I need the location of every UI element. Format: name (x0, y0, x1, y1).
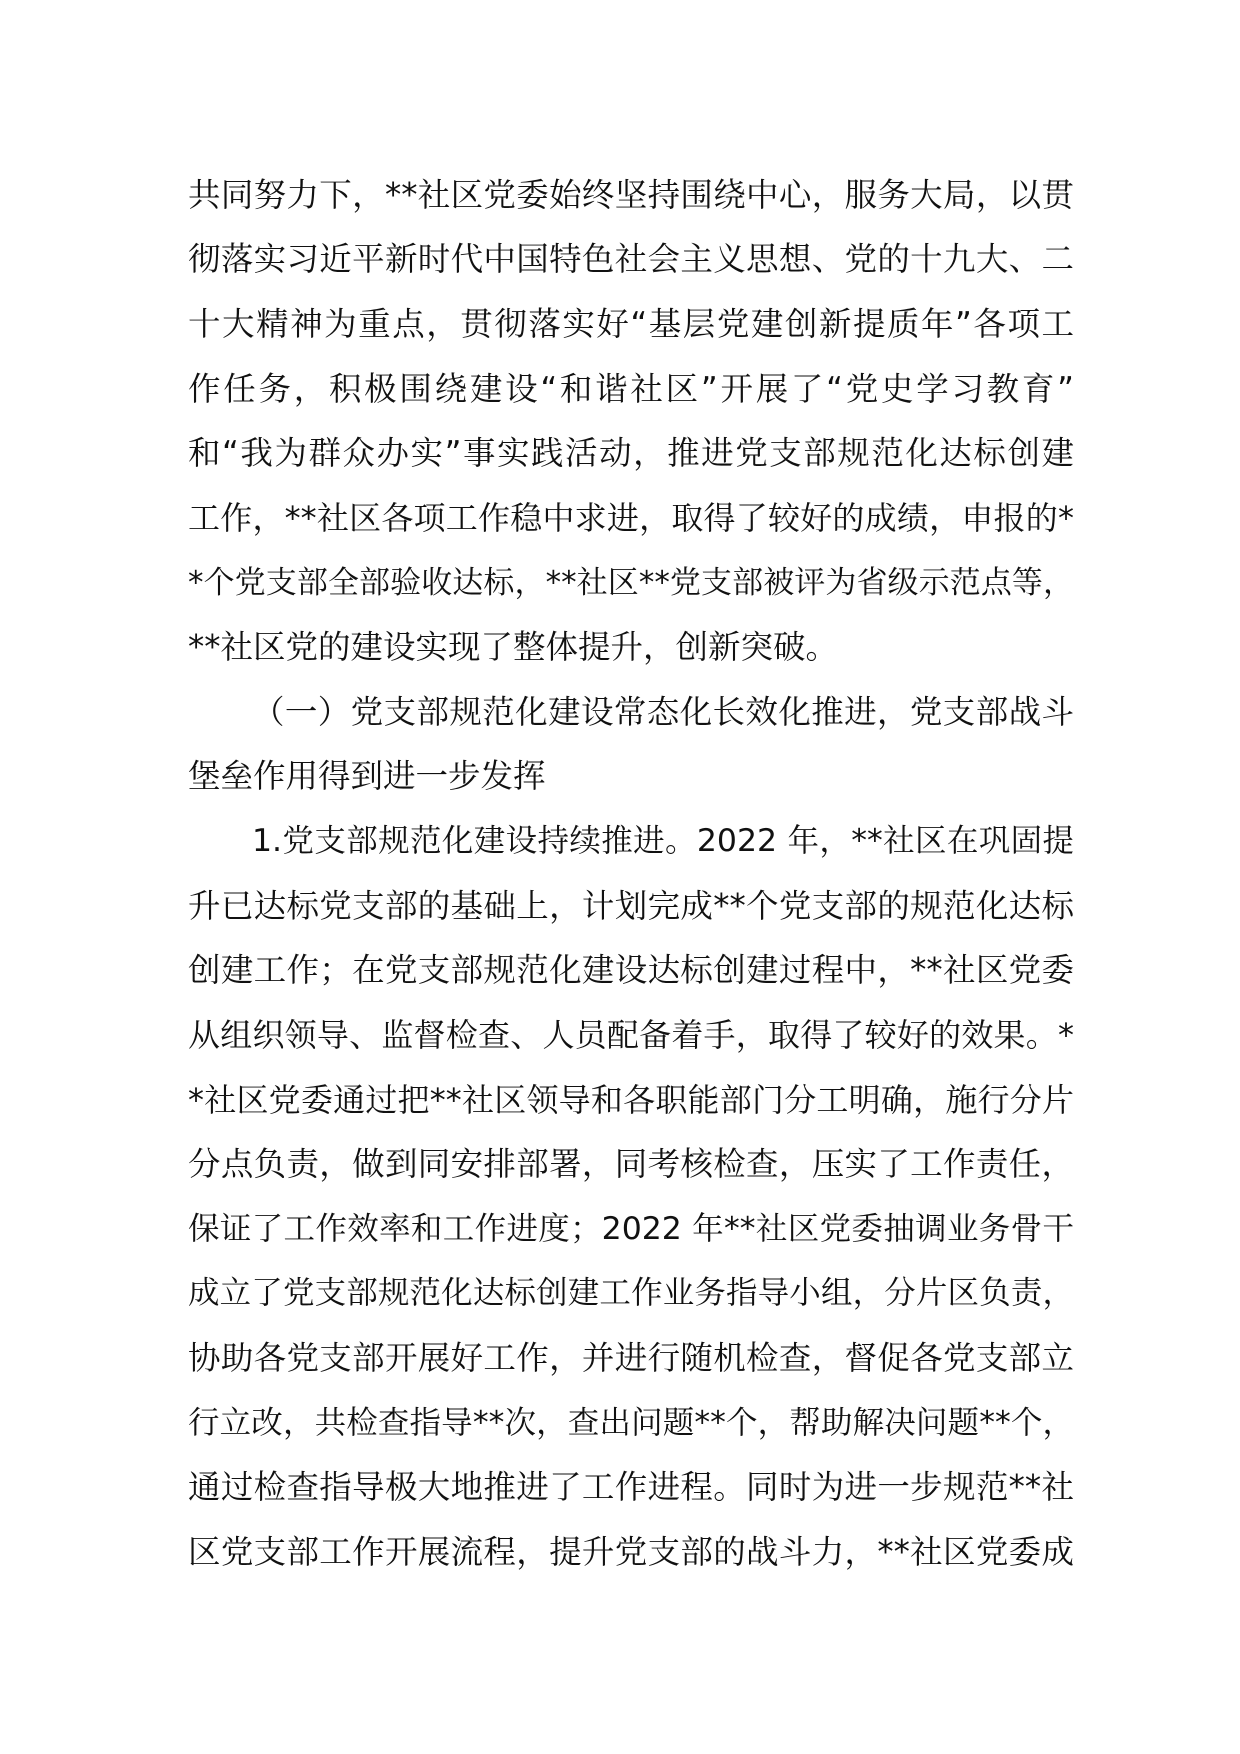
text-line: 成立了党支部规范化达标创建工作业务指导小组，分片区负责， (188, 1275, 1074, 1311)
text-line: 分点负责，做到同安排部署，同考核检查，压实了工作责任， (188, 1145, 1074, 1183)
section-heading-line: （一）党支部规范化建设常态化长效化推进，党支部战斗 (252, 693, 1074, 731)
text-line: *个党支部全部验收达标，**社区**党支部被评为省级示范点等， (188, 565, 1074, 601)
text-line: 保证了工作效率和工作进度；2022 年**社区党委抽调业务骨干 (188, 1211, 1074, 1247)
text-line: *社区党委通过把**社区领导和各职能部门分工明确，施行分片 (188, 1081, 1074, 1119)
text-line: 1.党支部规范化建设持续推进。2022 年，**社区在巩固提 (252, 823, 1074, 859)
text-line: 行立改，共检查指导**次，查出问题**个，帮助解决问题**个， (188, 1405, 1074, 1441)
text-line: 区党支部工作开展流程，提升党支部的战斗力，**社区党委成 (188, 1533, 1074, 1571)
text-line: 彻落实习近平新时代中国特色社会主义思想、党的十九大、二 (188, 240, 1074, 278)
text-line: 从组织领导、监督检查、人员配备着手，取得了较好的效果。* (188, 1016, 1074, 1054)
section-heading-line: 堡垒作用得到进一步发挥 (188, 757, 546, 795)
text-line: 创建工作；在党支部规范化建设达标创建过程中，**社区党委 (188, 951, 1074, 989)
text-line: 升已达标党支部的基础上，计划完成**个党支部的规范化达标 (188, 887, 1074, 925)
text-line: 作任务，积极围绕建设“和谐社区”开展了“党史学习教育” (188, 370, 1074, 408)
text-line: 通过检查指导极大地推进了工作进程。同时为进一步规范**社 (188, 1468, 1074, 1506)
text-line: 工作，**社区各项工作稳中求进，取得了较好的成绩，申报的* (188, 499, 1074, 537)
text-line: 协助各党支部开展好工作，并进行随机检查，督促各党支部立 (188, 1339, 1074, 1377)
text-line: 共同努力下，**社区党委始终坚持围绕中心，服务大局，以贯 (188, 176, 1074, 214)
text-line: 十大精神为重点，贯彻落实好“基层党建创新提质年”各项工 (188, 305, 1074, 343)
text-line: **社区党的建设实现了整体提升，创新突破。 (188, 628, 839, 666)
text-line: 和“我为群众办实”事实践活动，推进党支部规范化达标创建 (188, 434, 1074, 472)
